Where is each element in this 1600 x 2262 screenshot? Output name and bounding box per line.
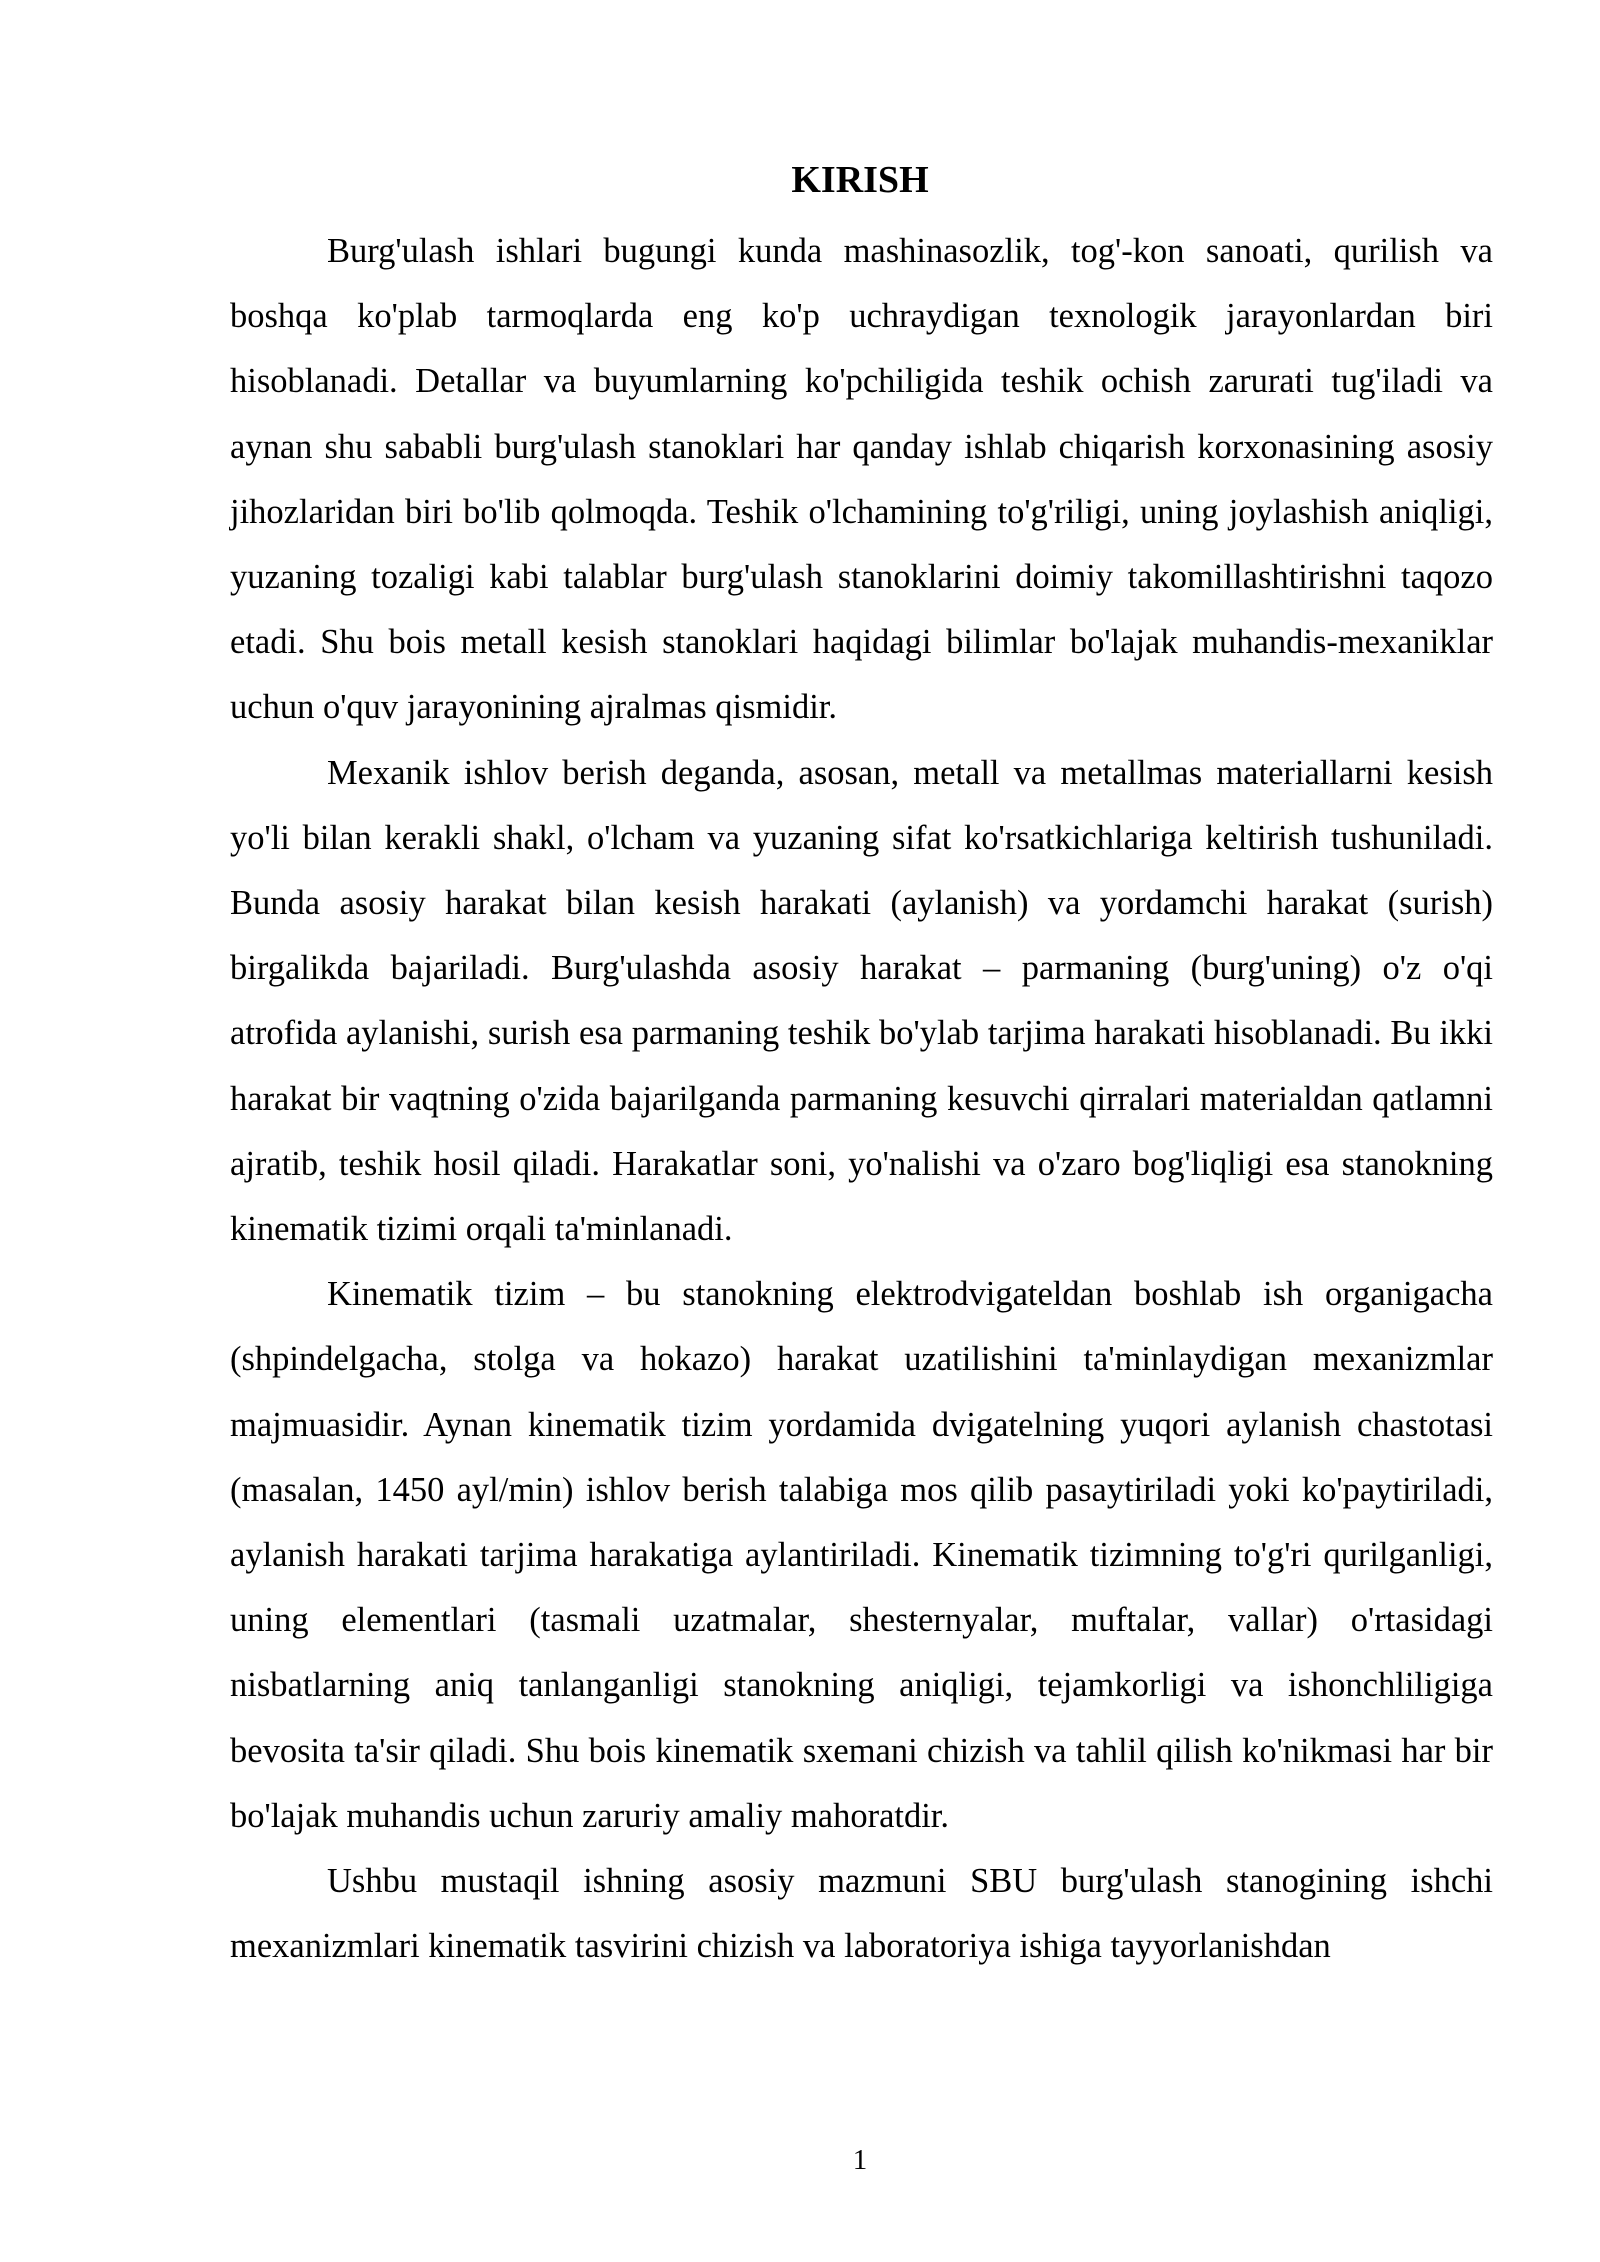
- paragraph-3: Kinematik tizim – bu stanokning elektrodvigateldan boshlab ish organigacha (shpindelgacha, stolga va hokazo) harakat uzatilishini ta'minlaydigan mexanizmlar majmuasidir. Aynan kinematik tizim yordamida dvigatelning yuqori aylanish chastotasi (masalan, 1450 ayl/min) ishlov berish talabiga mos qilib pasaytiriladi yoki ko'paytiriladi, aylanish harakati tarjima harakatiga aylantiriladi. Kinematik tizimning to'g'ri qurilganligi, uning elementlari (tasmali uzatmalar, shesternyalar, muftalar, vallar) o'rtasidagi nisbatlarning aniq tanlanganligi stanokning aniqligi, tejamkorligi va ishonchliligiga bevosita ta'sir qiladi. Shu bois kinematik sxemani chizish va tahlil qilish ko'nikmasi har bir bo'lajak muhandis uchun zaruriy amaliy mahoratdir.: [230, 1275, 1493, 1835]
- paragraph-4: Ushbu mustaqil ishning asosiy mazmuni SBU burg'ulash stanogining ishchi mexanizmlari kinematik tasvirini chizish va laboratoriya ishiga tayyorlanishdan: [230, 1862, 1493, 1966]
- body-text: [230, 219, 1493, 1979]
- page-title: KIRISH: [791, 159, 929, 201]
- paragraph-2: Mexanik ishlov berish deganda, asosan, metall va metallmas materiallarni kesish yo'li bilan kerakli shakl, o'lcham va yuzaning sifat ko'rsatkichlariga keltirish tushuniladi. Bunda asosiy harakat bilan kesish harakati (aylanish) va yordamchi harakat (surish) birgalikda bajariladi. Burg'ulashda asosiy harakat – parmaning (burg'uning) o'z o'qi atrofida aylanishi, surish esa parmaning teshik bo'ylab tarjima harakati hisoblanadi. Bu ikki harakat bir vaqtning o'zida bajarilganda parmaning kesuvchi qirralari materialdan qatlamni ajratib, teshik hosil qiladi. Harakatlar soni, yo'nalishi va o'zaro bog'liqligi esa stanokning kinematik tizimi orqali ta'minlanadi.: [230, 753, 1493, 1249]
- paragraph-1: Burg'ulash ishlari bugungi kunda mashinasozlik, tog'-kon sanoati, qurilish va boshqa ko'plab tarmoqlarda eng ko'p uchraydigan texnologik jarayonlardan biri hisoblanadi. Detallar va buyumlarning ko'pchiligida teshik ochish zarurati tug'iladi va aynan shu sababli burg'ulash stanoklari har qanday ishlab chiqarish korxonasining asosiy jihozlaridan biri bo'lib qolmoqda. Teshik o'lchamining to'g'riligi, uning joylashish aniqligi, yuzaning tozaligi kabi talablar burg'ulash stanoklarini doimiy takomillashtirishni taqozo etadi. Shu bois metall kesish stanoklari haqidagi bilimlar bo'lajak muhandis-mexaniklar uchun o'quv jarayonining ajralmas qismidir.: [230, 232, 1493, 727]
- page-number: 1: [852, 2144, 868, 2176]
